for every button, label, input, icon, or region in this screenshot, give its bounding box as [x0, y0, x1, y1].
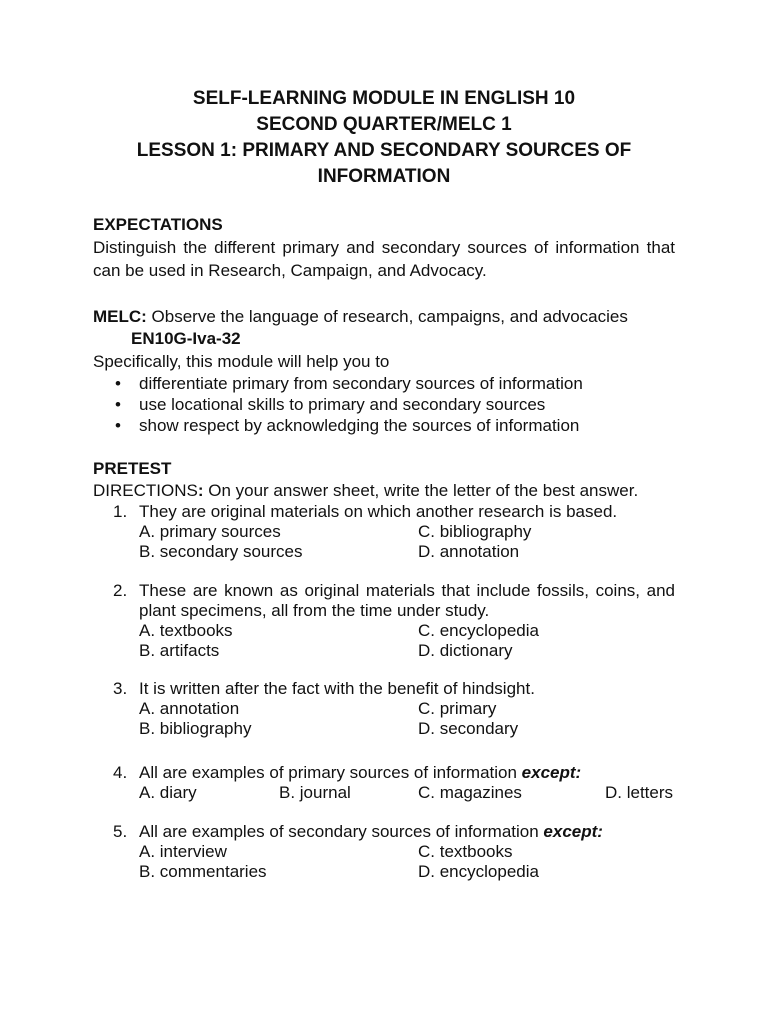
expectations-text: Distinguish the different primary and secondary sources of information that can be used in Research, Campaign, and Advocacy. [93, 238, 675, 280]
choice-d: D. letters [605, 783, 674, 802]
choice-c: C. magazines [418, 783, 522, 802]
choice-b: B. journal [279, 783, 351, 802]
question-4: 4. All are examples of primary sources of information except: A. diary B. journal C. magazines D. letters [113, 763, 674, 802]
expectations-heading: EXPECTATIONS [93, 215, 223, 234]
question-stem: All are examples of primary sources of information [139, 763, 522, 782]
choice-d: D. annotation [418, 542, 520, 561]
emphasis-except: except: [543, 822, 603, 841]
bullet-icon: • [115, 395, 121, 414]
question-5: 5. All are examples of secondary sources of information except: A. interview C. textbooks B. commentaries D. encyclopedia [113, 822, 603, 881]
choice-c: C. textbooks [418, 842, 513, 861]
choice-a: A. interview [139, 842, 227, 861]
choice-d: D. secondary [418, 719, 519, 738]
document-title [93, 86, 675, 190]
title-line-4: INFORMATION [317, 166, 451, 187]
choice-a: A. textbooks [139, 621, 233, 640]
pretest-heading: PRETEST [93, 459, 172, 478]
pretest-section [93, 458, 675, 502]
choice-c: C. encyclopedia [418, 621, 539, 640]
question-stem: It is written after the fact with the benefit of hindsight. [139, 679, 535, 698]
question-stem: They are original materials on which another research is based. [139, 502, 618, 521]
choice-b: B. commentaries [139, 862, 267, 881]
list-item: • use locational skills to primary and secondary sources [115, 395, 546, 414]
melc-section [93, 305, 675, 436]
choice-a: A. annotation [139, 699, 240, 718]
title-line-3: LESSON 1: PRIMARY AND SECONDARY SOURCES OF [136, 140, 632, 161]
emphasis-except: except: [521, 763, 582, 782]
choice-c: C. bibliography [418, 522, 532, 541]
choice-a: A. primary sources [139, 522, 281, 541]
melc-text: Observe the language of research, campaigns, and advocacies [146, 307, 628, 326]
question-3: 3. It is written after the fact with the benefit of hindsight. A. annotation C. primary B. bibliography D. secondary [113, 679, 535, 738]
choice-b: B. artifacts [139, 641, 220, 660]
title-line-1: SELF-LEARNING MODULE IN ENGLISH 10 [192, 88, 576, 109]
choice-d: D. dictionary [418, 641, 513, 660]
choice-a: A. diary [139, 783, 197, 802]
objectives-list [93, 373, 675, 436]
melc-line [93, 305, 675, 328]
choice-b: B. secondary sources [139, 542, 303, 561]
title-line-2: SECOND QUARTER/MELC 1 [256, 114, 512, 135]
question-stem: These are known as original materials that include fossils, coins, and plant specimens, all from the time under study. [139, 581, 675, 620]
question-stem: All are examples of secondary sources of information [139, 822, 544, 841]
expectations-section [93, 214, 675, 282]
list-item: • show respect by acknowledging the sources of information [115, 416, 580, 435]
choice-d: D. encyclopedia [418, 862, 539, 881]
melc-code: EN10G-Iva-32 [131, 329, 241, 348]
melc-label: MELC: [93, 307, 147, 326]
question-2: 2. These are known as original materials that include fossils, coins, and plant specimens, all from the time under study. A. textbooks C. encyclopedia B. artifacts D. dictionary [113, 581, 675, 660]
choice-c: C. primary [418, 699, 497, 718]
bullet-icon: • [115, 416, 121, 435]
pretest-directions: DIRECTIONS: On your answer sheet, write the letter of the best answer. [93, 481, 639, 500]
melc-intro: Specifically, this module will help you to [93, 352, 390, 371]
question-1: 1. They are original materials on which another research is based. A. primary sources C. bibliography B. secondary sources D. annotation [113, 502, 618, 561]
list-item: • differentiate primary from secondary sources of information [115, 374, 583, 393]
bullet-icon: • [115, 374, 121, 393]
choice-b: B. bibliography [139, 719, 252, 738]
